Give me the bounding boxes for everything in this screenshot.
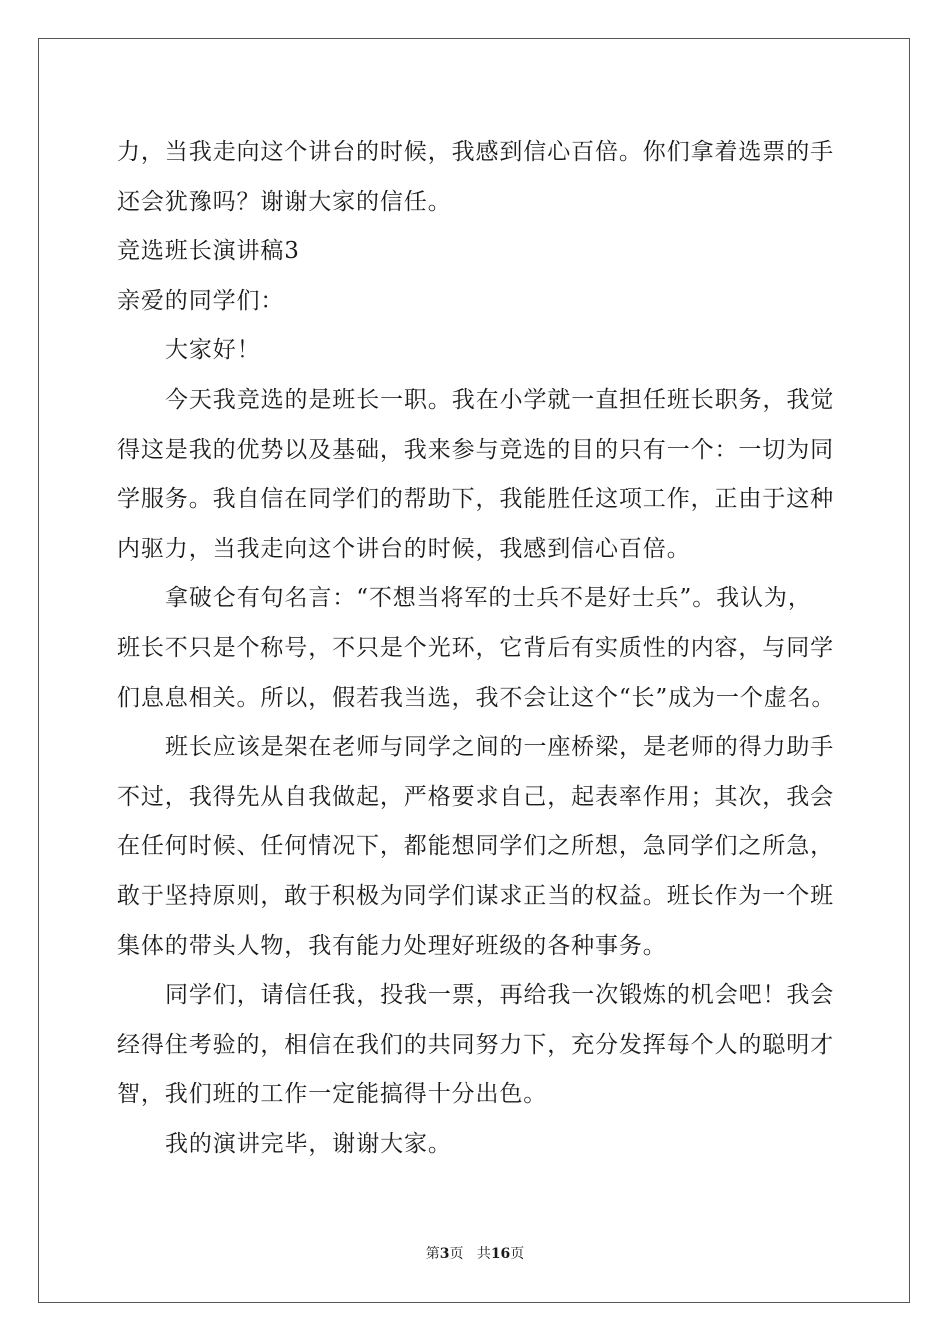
text-line: 在任何时候、任何情况下，都能想同学们之所想，急同学们之所急， bbox=[117, 833, 834, 860]
page-total: 16 bbox=[490, 1246, 511, 1262]
text-line: 敢于坚持原则，敢于积极为同学们谋求正当的权益。班长作为一个班 bbox=[117, 882, 834, 909]
text-line: 内驱力，当我走向这个讲台的时候，我感到信心百倍。 bbox=[117, 535, 691, 562]
salutation: 亲爱的同学们： bbox=[117, 287, 285, 314]
greeting: 大家好！ bbox=[165, 337, 261, 364]
text-line: 学服务。我自信在同学们的帮助下，我能胜任这项工作，正由于这种 bbox=[117, 486, 834, 513]
text-line: 智，我们班的工作一定能搞得十分出色。 bbox=[117, 1081, 548, 1108]
section-title: 竞选班长演讲稿3 bbox=[117, 238, 300, 265]
total-suffix: 页 bbox=[510, 1246, 525, 1262]
text-line: 力，当我走向这个讲台的时候，我感到信心百倍。你们拿着选票的手 bbox=[117, 139, 834, 165]
page-prefix: 第 bbox=[425, 1246, 440, 1262]
text-line: 今天我竞选的是班长一职。我在小学就一直担任班长职务，我觉 bbox=[165, 386, 835, 413]
text-line: 班长不只是个称号，不只是个光环，它背后有实质性的内容，与同学 bbox=[117, 634, 834, 661]
page-number: 3 bbox=[439, 1246, 450, 1262]
document-body bbox=[117, 128, 837, 1169]
text-line: 集体的带头人物，我有能力处理好班级的各种事务。 bbox=[117, 932, 667, 959]
text-line: 经得住考验的，相信在我们的共同努力下，充分发挥每个人的聪明才 bbox=[117, 1031, 834, 1058]
text-line: 班长应该是架在老师与同学之间的一座桥梁，是老师的得力助手 bbox=[165, 734, 835, 761]
page-footer bbox=[0, 1244, 950, 1264]
text-line: 还会犹豫吗？谢谢大家的信任。 bbox=[117, 188, 452, 215]
text-line: 得这是我的优势以及基础，我来参与竞选的目的只有一个：一切为同 bbox=[117, 436, 834, 463]
closing-line: 我的演讲完毕，谢谢大家。 bbox=[165, 1130, 452, 1157]
text-line: 们息息相关。所以，假若我当选，我不会让这个“长”成为一个虚名。 bbox=[117, 684, 836, 711]
total-prefix: 共 bbox=[476, 1246, 491, 1262]
text-line: 拿破仑有句名言：“不想当将军的士兵不是好士兵”。我认为， bbox=[165, 585, 812, 612]
page-suffix: 页 bbox=[449, 1246, 464, 1262]
text-line: 不过，我得先从自我做起，严格要求自己，起表率作用；其次，我会 bbox=[117, 783, 834, 810]
text-line: 同学们，请信任我，投我一票，再给我一次锻炼的机会吧！我会 bbox=[165, 982, 835, 1009]
